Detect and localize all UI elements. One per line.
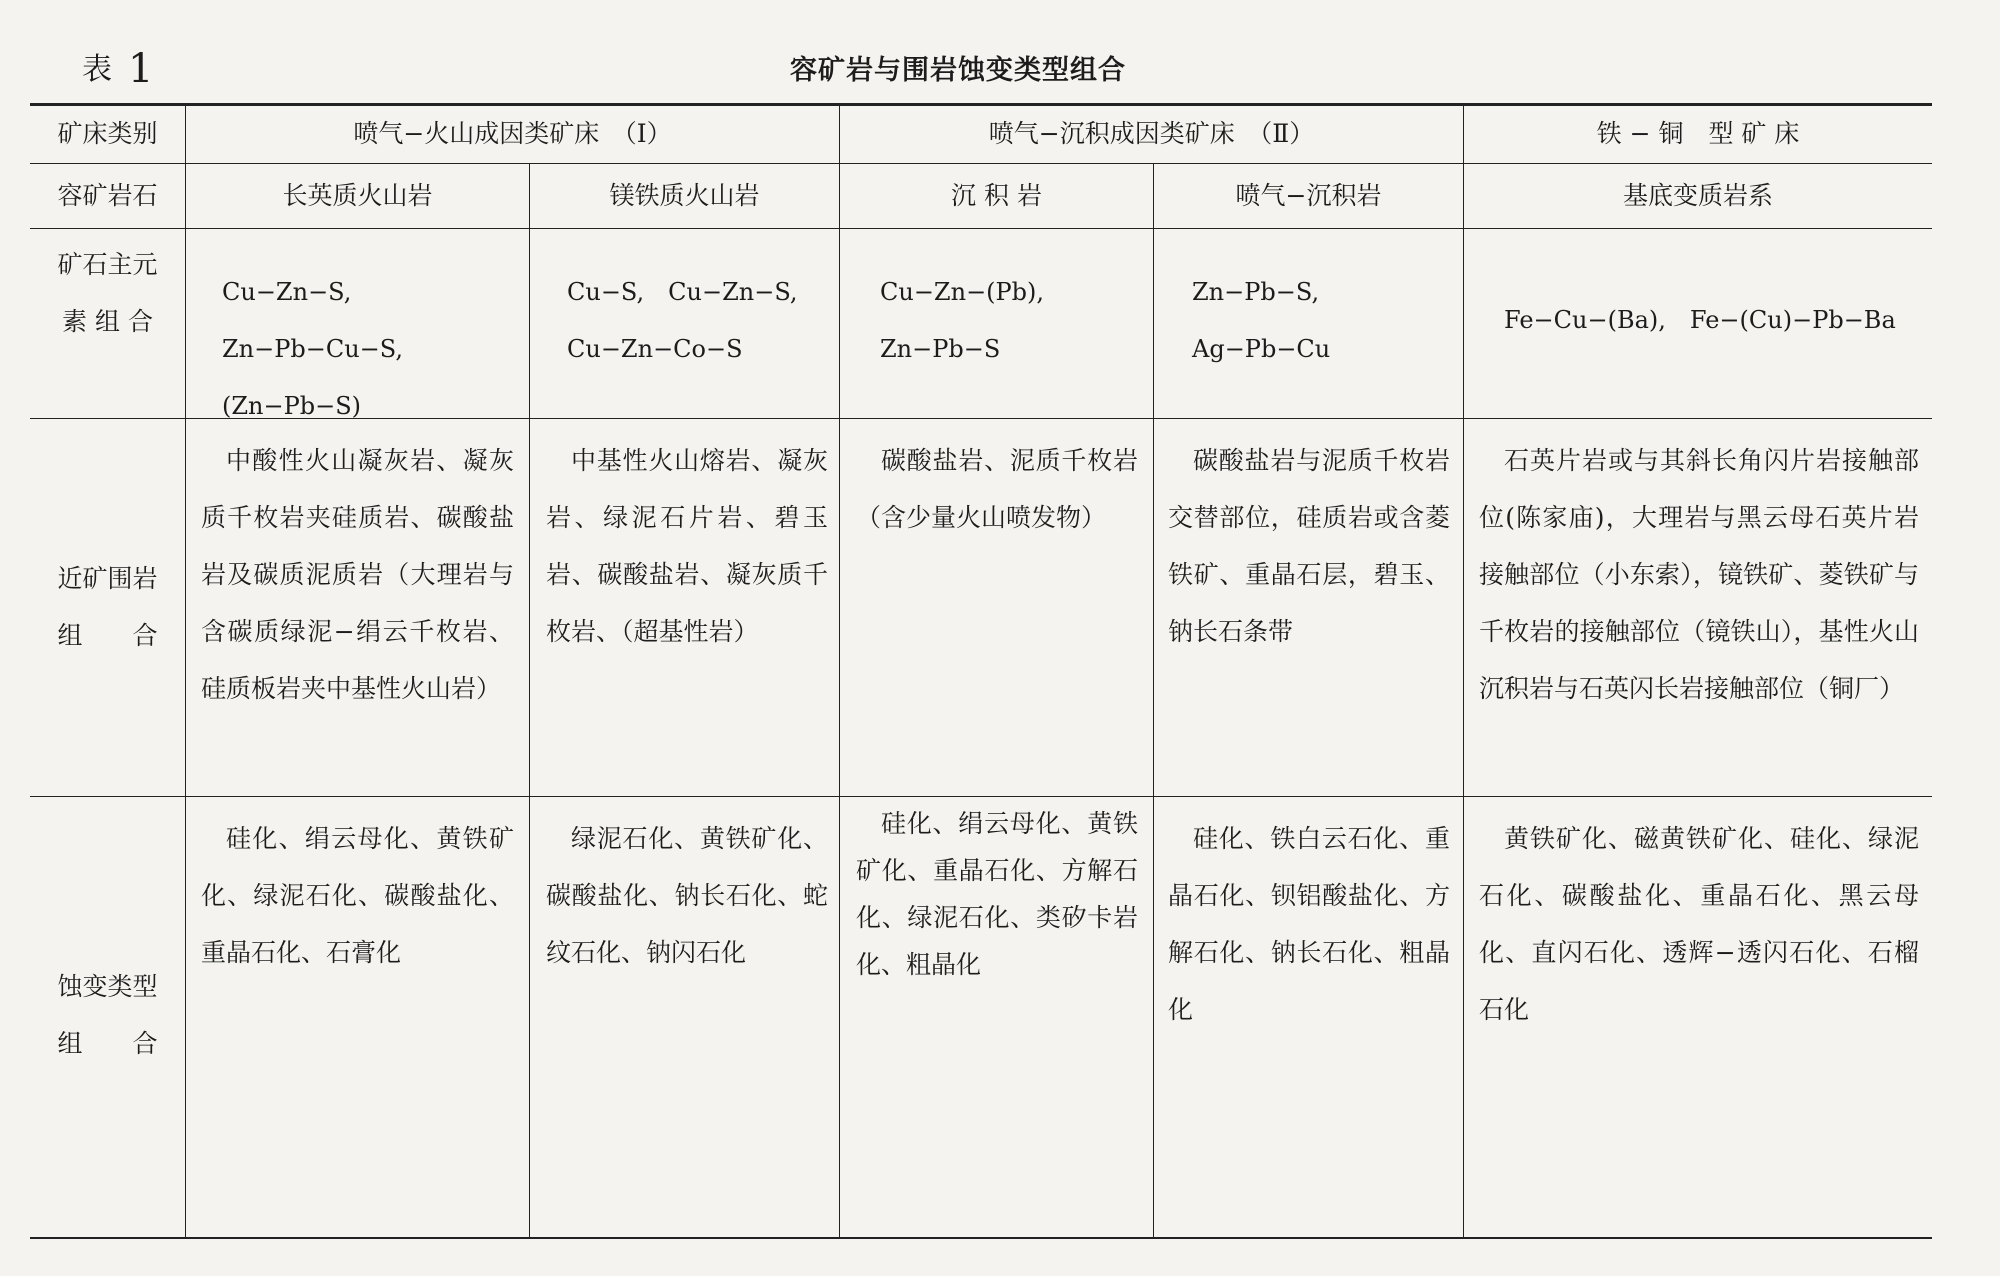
header-col-basement-metamorphic: 基底变质岩系 bbox=[1622, 181, 1773, 210]
header-col-sedimentary: 沉 积 岩 bbox=[951, 181, 1042, 210]
cell-elements-exhalative-line2: Ag−Pb−Cu bbox=[1192, 335, 1331, 363]
row-label-ore-elements-line1: 矿石主元 bbox=[57, 250, 158, 279]
cell-elements-sedimentary bbox=[880, 264, 1152, 378]
cell-elements-basement: Fe−Cu−(Ba), Fe−(Cu)−Pb−Ba bbox=[1504, 306, 1896, 334]
cell-wallrock-exhalative: 碳酸盐岩与泥质千枚岩交替部位，硅质岩或含菱铁矿、重晶石层，碧玉、钠长石条带 bbox=[1168, 446, 1450, 646]
cell-elements-sedimentary-line2: Zn−Pb−S bbox=[880, 335, 1001, 363]
row-label-ore-elements-line2: 素 组 合 bbox=[62, 307, 153, 336]
bottom-rule bbox=[30, 1237, 1932, 1239]
row-rule-2 bbox=[30, 796, 1932, 797]
row-label-alteration-line2: 组 合 bbox=[57, 1029, 158, 1058]
col-rule-sub-1 bbox=[529, 163, 530, 1238]
cell-wallrock-basement: 石英片岩或与其斜长角闪片岩接触部位(陈家庙)，大理岩与黑云母石英片岩接触部位（小东索），镜铁矿、菱铁矿与千枚岩的接触部位（镜铁山），基性火山沉积岩与石英闪长岩接触部位（铜厂） bbox=[1479, 446, 1919, 703]
header-group-exhalative-volcanic: 喷气−火山成因类矿床 （Ⅰ） bbox=[353, 119, 672, 148]
table-label bbox=[82, 44, 155, 92]
cell-wallrock-felsic: 中酸性火山凝灰岩、凝灰质千枚岩夹硅质岩、碳酸盐岩及碳质泥质岩（大理岩与含碳质绿泥−绢云千枚岩、硅质板岩夹中基性火山岩） bbox=[201, 446, 514, 703]
table-label-number: 1 bbox=[128, 46, 156, 92]
cell-elements-mafic-line2: Cu−Zn−Co−S bbox=[567, 335, 743, 363]
cell-elements-felsic-line2: (Zn−Pb−S) bbox=[222, 392, 362, 420]
header-col-exhalative-sedimentary: 喷气−沉积岩 bbox=[1235, 181, 1382, 210]
cell-elements-sedimentary-line1: Cu−Zn−(Pb), bbox=[880, 278, 1045, 306]
row-label-wallrock-line1: 近矿围岩 bbox=[57, 564, 158, 593]
header-col-felsic-volcanic: 长英质火山岩 bbox=[282, 181, 433, 210]
cell-elements-felsic-line1: Cu−Zn−S, Zn−Pb−Cu−S, bbox=[222, 278, 404, 363]
col-rule-group-1 bbox=[839, 103, 840, 1238]
col-rule-group-2 bbox=[1463, 103, 1464, 1238]
header-row-label-host-rock: 容矿岩石 bbox=[57, 181, 158, 210]
header-group-iron-copper: 铁 − 铜 型 矿 床 bbox=[1596, 119, 1800, 148]
table-title: 容矿岩与围岩蚀变类型组合 bbox=[790, 55, 1126, 86]
header-row-label-deposit-type: 矿床类别 bbox=[57, 119, 158, 148]
header-col-mafic-volcanic: 镁铁质火山岩 bbox=[609, 181, 760, 210]
cell-elements-exhalative-line1: Zn−Pb−S, bbox=[1192, 278, 1320, 306]
cell-elements-exhalative bbox=[1192, 264, 1462, 378]
cell-alteration-exhalative: 硅化、铁白云石化、重晶石化、钡铝酸盐化、方解石化、钠长石化、粗晶化 bbox=[1168, 824, 1450, 1024]
col-rule-label bbox=[185, 103, 186, 1238]
cell-elements-felsic bbox=[222, 264, 527, 435]
table-label-prefix: 表 bbox=[82, 52, 114, 87]
col-rule-sub-2 bbox=[1153, 163, 1154, 1238]
cell-alteration-basement: 黄铁矿化、磁黄铁矿化、硅化、绿泥石化、碳酸盐化、重晶石化、黑云母化、直闪石化、透辉−透闪石化、石榴石化 bbox=[1479, 824, 1919, 1024]
header-group-exhalative-sedimentary: 喷气−沉积成因类矿床 （Ⅱ） bbox=[988, 119, 1315, 148]
cell-alteration-sedimentary: 硅化、绢云母化、黄铁矿化、重晶石化、方解石化、绿泥石化、类矽卡岩化、粗晶化 bbox=[856, 809, 1138, 979]
cell-elements-mafic bbox=[567, 264, 837, 378]
row-label-wallrock-line2: 组 合 bbox=[57, 621, 158, 650]
cell-wallrock-sedimentary: 碳酸盐岩、泥质千枚岩（含少量火山喷发物） bbox=[856, 446, 1138, 532]
header-rule-2 bbox=[30, 228, 1932, 229]
cell-alteration-mafic: 绿泥石化、黄铁矿化、碳酸盐化、钠长石化、蛇纹石化、钠闪石化 bbox=[546, 824, 828, 967]
cell-wallrock-mafic: 中基性火山熔岩、凝灰岩、绿泥石片岩、碧玉岩、碳酸盐岩、凝灰质千枚岩、（超基性岩） bbox=[546, 446, 828, 646]
cell-alteration-felsic: 硅化、绢云母化、黄铁矿化、绿泥石化、碳酸盐化、重晶石化、石膏化 bbox=[201, 824, 514, 967]
cell-elements-mafic-line1: Cu−S, Cu−Zn−S, bbox=[567, 278, 798, 306]
row-label-ore-elements bbox=[30, 236, 185, 350]
row-label-wallrock bbox=[30, 550, 185, 664]
row-label-alteration-line1: 蚀变类型 bbox=[57, 972, 158, 1001]
row-label-alteration bbox=[30, 958, 185, 1072]
